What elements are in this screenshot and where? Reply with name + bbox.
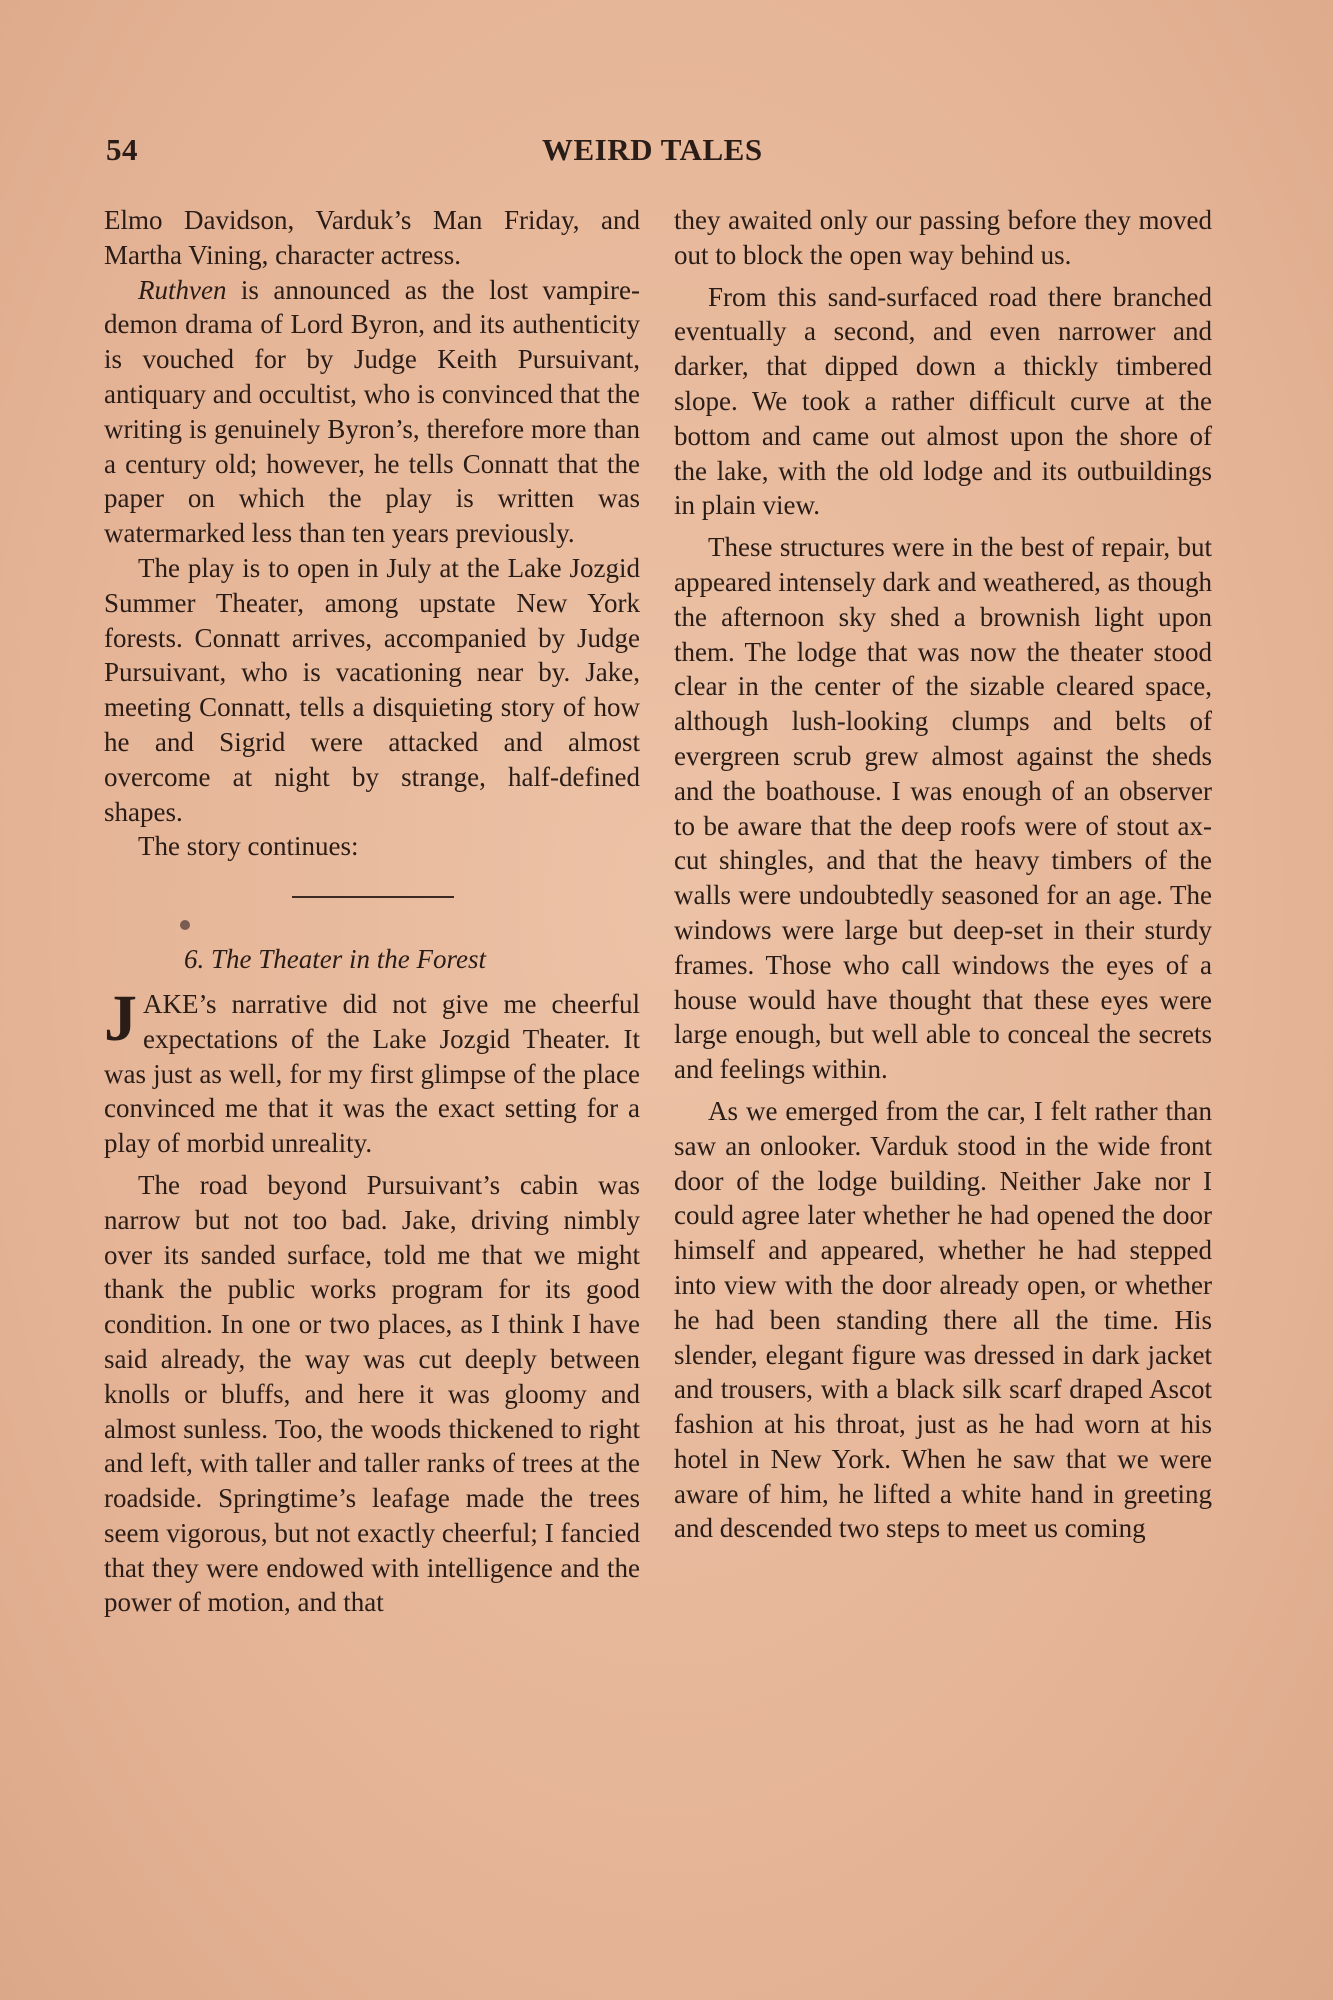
- paragraph-synopsis-end: Elmo Davidson, Varduk’s Man Friday, and Martha Vining, character actress.: [104, 205, 640, 270]
- paragraph-chapter-opening-text: ’s narrative did not give me cheerful expectations of the Lake Jozgid Theater. It was just as well, for my first glimpse of the place convinced me that it was the exact setting for a play of morbid unreality.: [104, 988, 640, 1159]
- chapter-heading: [104, 942, 640, 977]
- section-divider: [292, 896, 454, 898]
- paragraph-sand-road: From this sand-surfaced road there branched eventually a second, and even narrower and darker, that dipped down a thickly timbered slope. We took a rather difficult curve at the bottom and came out almost upon the shore of the lake, with the old lodge and its outbuildings in plain view.: [674, 281, 1212, 521]
- left-column: [104, 203, 640, 1620]
- drop-cap-letter: J: [104, 981, 137, 1055]
- chapter-number: 6.: [184, 944, 205, 975]
- running-head: [106, 132, 1206, 176]
- chapter-title: The Theater in the Forest: [211, 944, 486, 975]
- paragraph-trees-continued: they awaited only our passing before they moved out to block the open way behind us.: [674, 205, 1212, 270]
- paragraph-structures: These structures were in the best of repair, but appeared intensely dark and weathered, as though the afternoon sky shed a brownish light upon them. The lodge that was now the theater stood clear in the center of the sizable cleared space, although lush-looking clumps and belts of evergreen scrub grew almost against the sheds and the boathouse. I was enough of an observer to be aware that the deep roofs were of stout ax-cut shingles, and that the heavy timbers of the walls were undoubtedly seasoned for an age. The windows were large but deep-set in their sturdy frames. Those who call windows the eyes of a house would have thought that these eyes were large enough, but well able to conceal the secrets and feelings within.: [674, 532, 1212, 1085]
- paragraph-play-opening: The play is to open in July at the Lake Jozgid Summer Theater, among upstate New York forests. Connatt arrives, accompanied by Judge Pursuivant, who is vacationing near by. Jake, meeting Connatt, tells a disquieting story of how he and Sigrid were attacked and almost overcome at night by strange, half-defined shapes.: [104, 552, 640, 827]
- paragraph-road: The road beyond Pursuivant’s cabin was narrow but not too bad. Jake, driving nimbly over its sanded surface, told me that we might thank the public works program for its good condition. In one or two places, as I think I have said already, the way was cut deeply between knolls or bluffs, and here it was gloomy and almost sunless. Too, the woods thickened to right and left, with taller and taller ranks of trees at the roadside. Springtime’s leafage made the trees seem vigorous, but not exactly cheerful; I fancied that they were endowed with intelligence and the power of motion, and that: [104, 1169, 640, 1618]
- drop-cap-smallcaps: AKE: [143, 988, 199, 1019]
- paragraph-ruthven-text: is announced as the lost vampire-demon drama of Lord Byron, and its authenticity is vouched for by Judge Keith Pursuivant, antiquary and occultist, who is convinced that the writing is genuinely Byron’s, therefore more than a century old; however, he tells Connatt that the paper on which the play is written was watermarked less than ten years previously.: [104, 274, 640, 549]
- paragraph-story-continues: The story continues:: [138, 831, 359, 862]
- paragraph-ruthven: [104, 273, 640, 551]
- ornament-dot-icon: [180, 920, 190, 930]
- page-number: 54: [106, 132, 138, 167]
- magazine-title: WEIRD TALES: [542, 132, 763, 167]
- paragraph-chapter-opening: [104, 981, 640, 1161]
- right-column: [674, 203, 1212, 1546]
- paragraph-varduk: As we emerged from the car, I felt rather than saw an onlooker. Varduk stood in the wide front door of the lodge building. Neither Jake nor I could agree later whether he had opened the door himself and appeared, whether he had stepped into view with the door already open, or whether he had been standing there all the time. His slender, elegant figure was dressed in dark jacket and trousers, with a black silk scarf draped Ascot fashion at his throat, just as he had worn at his hotel in New York. When he saw that we were aware of him, he lifted a white hand in greeting and descended two steps to meet us coming: [674, 1095, 1212, 1544]
- play-title-italic: Ruthven: [138, 274, 227, 305]
